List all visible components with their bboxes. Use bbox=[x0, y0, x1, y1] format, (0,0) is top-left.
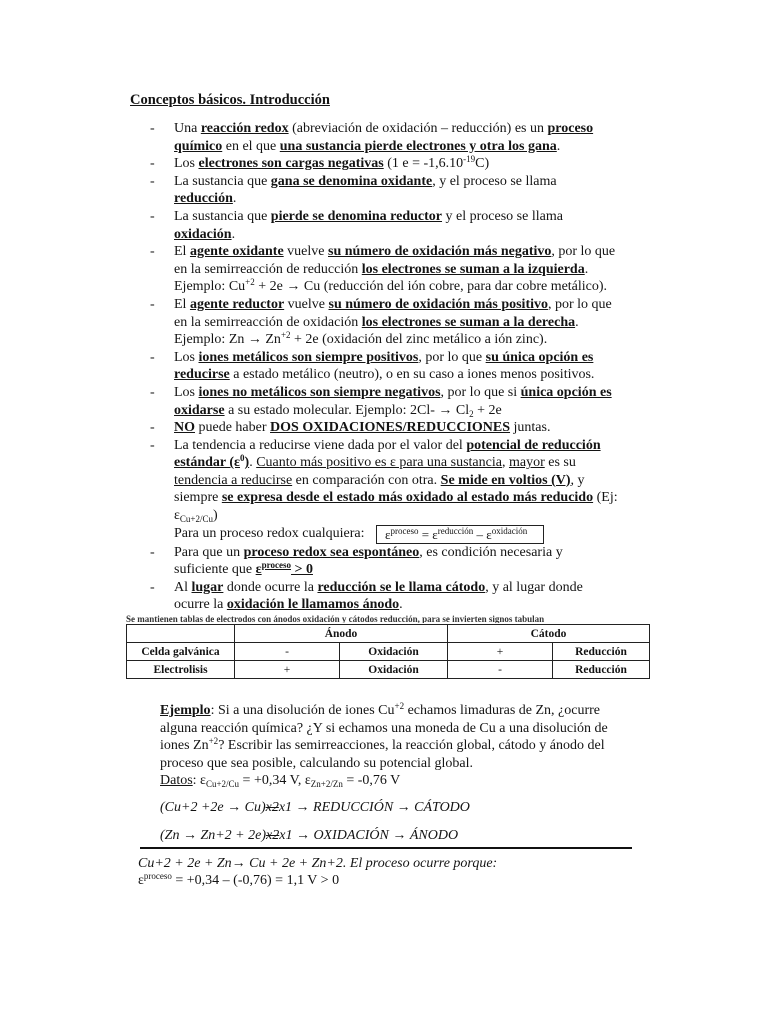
text: vuelve bbox=[284, 296, 329, 312]
table-cell: Reducción bbox=[553, 643, 650, 661]
text: . bbox=[584, 261, 589, 277]
text: Al bbox=[174, 579, 192, 595]
bullet-dash: - bbox=[150, 420, 155, 436]
bullet-dash: - bbox=[150, 544, 155, 560]
list-item bbox=[150, 419, 620, 437]
epsilon: ε bbox=[384, 526, 391, 542]
text: Para que un bbox=[174, 544, 244, 560]
text: La sustancia que bbox=[174, 208, 271, 224]
text: . bbox=[232, 191, 237, 207]
key-term: su número de oxidación más positivo bbox=[328, 296, 548, 312]
key-term: lugar bbox=[191, 579, 224, 595]
superscript: -19 bbox=[463, 154, 476, 165]
table-row bbox=[127, 661, 650, 679]
text: . bbox=[575, 314, 579, 330]
bullet-dash: - bbox=[150, 208, 155, 224]
superscript: +2 bbox=[280, 330, 291, 341]
reduction-reaction bbox=[160, 800, 470, 816]
text: Una bbox=[174, 121, 201, 136]
text: en comparación con otra. bbox=[292, 472, 441, 488]
text: puede haber bbox=[195, 420, 271, 436]
superscript: +2 bbox=[394, 701, 405, 711]
text: Los bbox=[174, 384, 199, 400]
text: . bbox=[249, 455, 257, 471]
example-paragraph bbox=[160, 702, 630, 790]
global-reaction-text: Cu+2 + 2e + Zn→ Cu + 2e + Zn+2. El proceso ocurre porque: bbox=[138, 856, 498, 871]
key-term: ) bbox=[244, 455, 250, 471]
clipped-text-line: Se mantienen tablas de electrodos con ánodos oxidación y cátodos reducción, para se invierten signos tabulan bbox=[126, 615, 545, 623]
bullet-dash: - bbox=[150, 121, 155, 136]
table-cell: Oxidación bbox=[340, 643, 448, 661]
text: : Si a una disolución de iones Cu bbox=[210, 703, 395, 718]
text: . bbox=[231, 226, 236, 242]
list-item bbox=[150, 579, 620, 614]
list-item bbox=[150, 243, 620, 296]
text: ? Escribir las semirreacciones, la reacción global, cátodo y ánodo del proceso que sea posible, calculando su potencial global. bbox=[160, 738, 605, 771]
table-header-row bbox=[127, 625, 650, 643]
list-item bbox=[150, 544, 620, 579]
key-term: Se mide en voltios (V) bbox=[440, 472, 571, 488]
bullet-dash: - bbox=[150, 244, 155, 260]
superscript: proceso bbox=[261, 560, 291, 571]
table-cell: Celda galvánica bbox=[127, 643, 235, 661]
text: , y siempre bbox=[174, 472, 585, 506]
table-cell: Reducción bbox=[553, 661, 650, 679]
list-item bbox=[150, 384, 620, 419]
text: a estado metálico (neutro), o en su caso a iones menos positivos. bbox=[229, 367, 595, 383]
superscript: oxidación bbox=[491, 525, 528, 536]
key-term: reducción se le llama cátodo bbox=[317, 579, 486, 595]
text: La tendencia a reducirse viene dada por el valor del bbox=[174, 437, 467, 453]
list-item bbox=[150, 437, 620, 544]
table-header-anodo: Ánodo bbox=[235, 625, 448, 643]
page-title: Conceptos básicos. Introducción bbox=[130, 92, 330, 108]
bullet-dash: - bbox=[150, 173, 155, 189]
example-text: Ejemplo: Zn → Zn bbox=[174, 332, 281, 348]
superscript: +2 bbox=[245, 277, 255, 288]
key-term: su única opción es reducirse bbox=[174, 349, 594, 383]
superscript: proceso bbox=[143, 871, 172, 881]
superscript: reducción bbox=[437, 525, 474, 536]
text: La sustancia que bbox=[174, 173, 271, 189]
text: El bbox=[174, 244, 190, 260]
key-term: agente oxidante bbox=[189, 244, 284, 260]
text: . bbox=[556, 138, 561, 154]
text: C) bbox=[475, 156, 490, 172]
key-term: oxidación bbox=[174, 226, 232, 242]
bullet-dash: - bbox=[150, 384, 155, 400]
list-item bbox=[150, 120, 620, 155]
bullet-dash: - bbox=[150, 437, 155, 453]
text: (Ej: ε bbox=[174, 490, 618, 524]
key-term: iones no metálicos son siempre negativos bbox=[198, 384, 441, 400]
formula-box bbox=[376, 525, 544, 544]
potential-calculation: = +0,34 – (-0,76) = 1,1 V > 0 bbox=[171, 873, 340, 888]
table-cell: Oxidación bbox=[340, 661, 448, 679]
text: ) bbox=[212, 508, 218, 524]
formula-label: Para un proceso redox cualquiera: bbox=[174, 525, 365, 541]
text: = -0,76 V bbox=[342, 773, 401, 789]
key-term: electrones son cargas negativas bbox=[198, 156, 384, 172]
text: = +0,34 V, ε bbox=[239, 773, 311, 789]
text: , y al lugar donde ocurre la bbox=[174, 579, 583, 613]
list-item bbox=[150, 296, 620, 349]
text: + 2e bbox=[473, 402, 502, 418]
table-cell: - bbox=[448, 661, 553, 679]
text: donde ocurre la bbox=[223, 579, 318, 595]
list-item bbox=[150, 208, 620, 243]
divider bbox=[140, 847, 632, 849]
text: Los bbox=[174, 349, 199, 365]
key-term: proceso redox sea espontáneo bbox=[243, 544, 420, 560]
text: : ε bbox=[192, 773, 206, 789]
underlined-text: Cuanto más positivo es ε para una sustancia bbox=[256, 455, 502, 471]
table-header bbox=[127, 625, 235, 643]
superscript: +2 bbox=[208, 736, 219, 747]
list-item bbox=[150, 173, 620, 208]
subscript: Cu+2/Cu bbox=[205, 779, 240, 790]
table-cell: + bbox=[235, 661, 340, 679]
subscript: 2 bbox=[469, 408, 474, 419]
text: vuelve bbox=[283, 244, 328, 260]
key-term: una sustancia pierde electrones y otra los gana bbox=[279, 138, 557, 154]
key-term: NO bbox=[174, 420, 195, 436]
reaction-text: (Cu+2 +2e → Cu) bbox=[160, 800, 266, 815]
text: y el proceso se llama bbox=[442, 208, 563, 224]
table-cell: Electrolisis bbox=[127, 661, 235, 679]
reaction-text: (Zn → Zn+2 + 2e) bbox=[160, 828, 267, 843]
key-term: los electrones se suman a la derecha bbox=[361, 314, 576, 330]
text: , y el proceso se llama bbox=[432, 173, 557, 189]
key-term: agente reductor bbox=[189, 296, 285, 312]
key-term: gana se denomina oxidante bbox=[270, 173, 433, 189]
subscript: Cu+2/Cu bbox=[179, 514, 213, 525]
key-term: oxidación le llamamos ánodo bbox=[226, 597, 400, 613]
concept-list bbox=[150, 120, 620, 614]
reaction-text: x1 → REDUCCIÓN → CÁTODO bbox=[278, 800, 470, 815]
bullet-dash: - bbox=[150, 296, 155, 312]
text: , es condición necesaria y suficiente que bbox=[174, 544, 563, 578]
text: , bbox=[501, 455, 509, 471]
bullet-dash: - bbox=[150, 579, 155, 595]
global-reaction bbox=[138, 855, 638, 889]
key-term: > 0 bbox=[290, 562, 313, 578]
key-term: pierde se denomina reductor bbox=[270, 208, 443, 224]
text: . bbox=[399, 597, 403, 613]
text: , por lo que si bbox=[440, 384, 521, 400]
list-item bbox=[150, 155, 620, 173]
text: a su estado molecular. Ejemplo: 2Cl- → Cl bbox=[224, 402, 470, 418]
key-term: iones metálicos son siempre positivos bbox=[198, 349, 419, 365]
example-text: + 2e (oxidación del zinc metálico a ión zinc). bbox=[290, 332, 548, 348]
electrode-table bbox=[126, 624, 650, 679]
table-cell: + bbox=[448, 643, 553, 661]
text: en el que bbox=[222, 138, 280, 154]
example-text: + 2e → Cu (reducción del ión cobre, para dar cobre metálico). bbox=[254, 279, 608, 295]
epsilon: ε bbox=[138, 873, 144, 888]
text: es su bbox=[544, 455, 576, 471]
formula-text: – ε bbox=[473, 526, 492, 542]
text: (abreviación de oxidación – reducción) es un bbox=[288, 121, 548, 136]
key-term: proceso químico bbox=[174, 121, 594, 154]
table-row bbox=[127, 643, 650, 661]
underlined-text: mayor bbox=[508, 455, 545, 471]
text: , por lo que bbox=[418, 349, 486, 365]
key-term: los electrones se suman a la izquierda bbox=[361, 261, 585, 277]
text: echamos limaduras de Zn, ¿ocurre alguna reacción química? ¿Y si echamos una moneda de Cu a una disolución de iones Zn bbox=[160, 703, 608, 754]
key-term: potencial de reducción estándar (ε bbox=[174, 437, 601, 471]
superscript: proceso bbox=[390, 525, 419, 536]
struck-coefficient: x2 bbox=[266, 828, 280, 843]
key-term: única opción es oxidarse bbox=[174, 384, 612, 418]
text: El bbox=[174, 296, 190, 312]
key-term: reacción redox bbox=[200, 121, 289, 136]
key-term: DOS OXIDACIONES/REDUCCIONES bbox=[270, 420, 511, 436]
key-term: ε bbox=[255, 562, 262, 578]
oxidation-reaction bbox=[160, 828, 458, 844]
bullet-dash: - bbox=[150, 156, 155, 172]
example-text: Ejemplo: Cu bbox=[174, 279, 246, 295]
text: juntas. bbox=[510, 420, 551, 436]
text: , por lo que en la semirreacción de reducción bbox=[174, 244, 616, 277]
struck-coefficient: x2 bbox=[265, 800, 279, 815]
text: Los bbox=[174, 156, 199, 172]
text: (1 e = -1,6.10 bbox=[383, 156, 464, 172]
key-term: se expresa desde el estado más oxidado al estado más reducido bbox=[221, 490, 594, 506]
superscript: 0 bbox=[240, 453, 245, 464]
underlined-text: tendencia a reducirse bbox=[174, 472, 293, 488]
formula-text: = ε bbox=[418, 526, 438, 542]
example-label: Ejemplo bbox=[160, 703, 211, 718]
bullet-dash: - bbox=[150, 349, 155, 365]
text: , por lo que en la semirreacción de oxidación bbox=[174, 296, 612, 330]
key-term: su número de oxidación más negativo bbox=[328, 244, 552, 260]
reaction-text: x1 → OXIDACIÓN → ÁNODO bbox=[279, 828, 459, 843]
table-header-catodo: Cátodo bbox=[448, 625, 650, 643]
key-term: reducción bbox=[174, 191, 233, 207]
datos-label: Datos bbox=[160, 773, 193, 789]
table-cell: - bbox=[235, 643, 340, 661]
list-item bbox=[150, 349, 620, 384]
subscript: Zn+2/Zn bbox=[310, 779, 343, 790]
